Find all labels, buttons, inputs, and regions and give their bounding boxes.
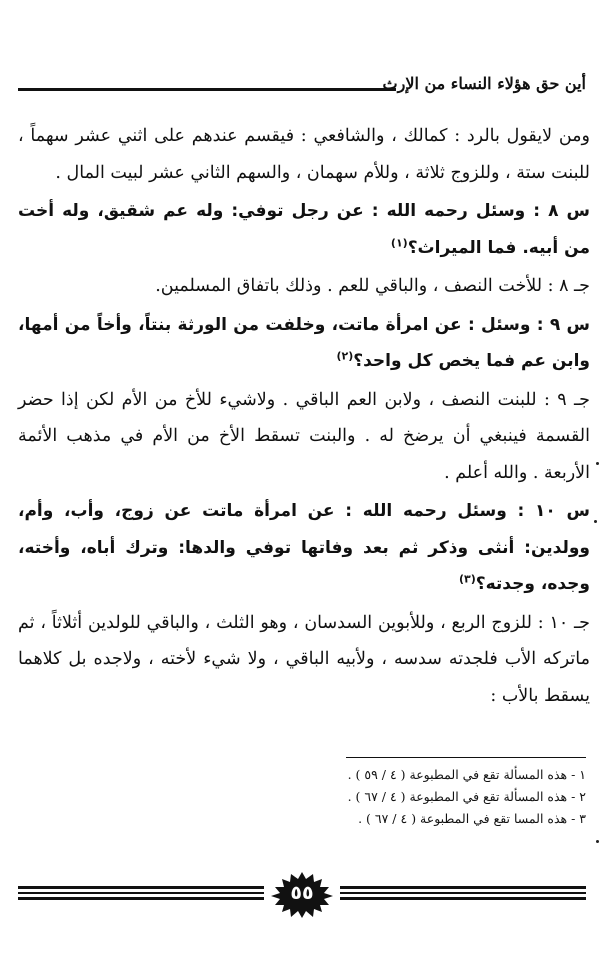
footer-rule-right-mid xyxy=(340,892,586,894)
footnote-2: ٢ - هذه المسألة تقع في المطبوعة ( ٤ / ٦٧ ) . xyxy=(347,789,586,804)
question-8: س ٨ : وسئل رحمه الله : عن رجل توفي: وله عم شقيق، وله أخت من أبيه. فما الميراث؟$^{(١)}$ xyxy=(18,201,590,258)
footnote-rule xyxy=(346,757,586,758)
footer-rule-left-thick-2 xyxy=(18,897,264,900)
footer-rule-left-mid xyxy=(18,892,264,894)
answer-8: جـ ٨ : للأخت النصف ، والباقي للعم . وذلك باتفاق المسلمين. xyxy=(155,276,590,296)
footer-rule-right-thick-2 xyxy=(340,897,586,900)
page-number-badge xyxy=(269,872,335,918)
footnote-ref-3: (٣) xyxy=(458,572,476,586)
header-rule xyxy=(18,88,396,91)
footnote-ref-1: (١) xyxy=(390,235,408,249)
scan-speck xyxy=(594,520,597,523)
footnote-3: ٣ - هذه المسا تقع في المطبوعة ( ٤ / ٦٧ ) . xyxy=(358,811,586,826)
body-text xyxy=(18,118,590,714)
scan-speck xyxy=(596,462,599,465)
answer-10: جـ ١٠ : للزوج الربع ، وللأبوين السدسان ، وهو الثلث ، والباقي للولدين أثلاثاً ، ثم ماتركه الأب فلجدته سدسه ، ولأبيه الباقي ، ولا شيء لأخته ، ولاجده بل كلاهما يسقط بالأب : xyxy=(18,612,590,706)
running-header xyxy=(18,72,586,106)
page-footer xyxy=(18,872,586,918)
question-9: س ٩ : وسئل : عن امرأة ماتت، وخلفت من الورثة بنتاً، وأخاً من أمها، وابن عم فما يخص كل واحد؟$^{(٢)}$ xyxy=(18,314,590,371)
footer-rule-left-thick xyxy=(18,886,264,889)
footnotes xyxy=(166,764,586,830)
question-10: س ١٠ : وسئل رحمه الله : عن امرأة ماتت عن زوج، وأب، وأم، وولدين: أنثى وذكر ثم بعد وفاتها توفي والدها: وترك أباه، وأخته، وجده، وجدته؟$^{(٣)}$ xyxy=(18,501,590,594)
footer-rule-right-thick xyxy=(340,886,586,889)
page-number: ٥٥ xyxy=(290,882,314,904)
scan-speck xyxy=(596,840,599,843)
footnote-ref-2: (٢) xyxy=(336,349,354,363)
paragraph-intro: ومن لايقول بالرد : كمالك ، والشافعي : فيقسم عندهم على اثني عشر سهماً ، للبنت ستة ، وللزوج ثلاثة ، وللأم سهمان ، والسهم الثاني عشر لبيت المال . xyxy=(18,126,590,183)
answer-9: جـ ٩ : للبنت النصف ، ولابن العم الباقي . ولاشيء للأخ من الأم لكن إذا حضر القسمة فينبغي أن يرضخ له . والبنت تسقط الأخ من الأم في مذهب الأئمة الأربعة . والله أعلم . xyxy=(18,389,591,483)
header-title: أين حق هؤلاء النساء من الإرث xyxy=(382,74,586,93)
footnote-1: ١ - هذه المسألة تقع في المطبوعة ( ٤ / ٥٩ ) . xyxy=(347,767,586,782)
